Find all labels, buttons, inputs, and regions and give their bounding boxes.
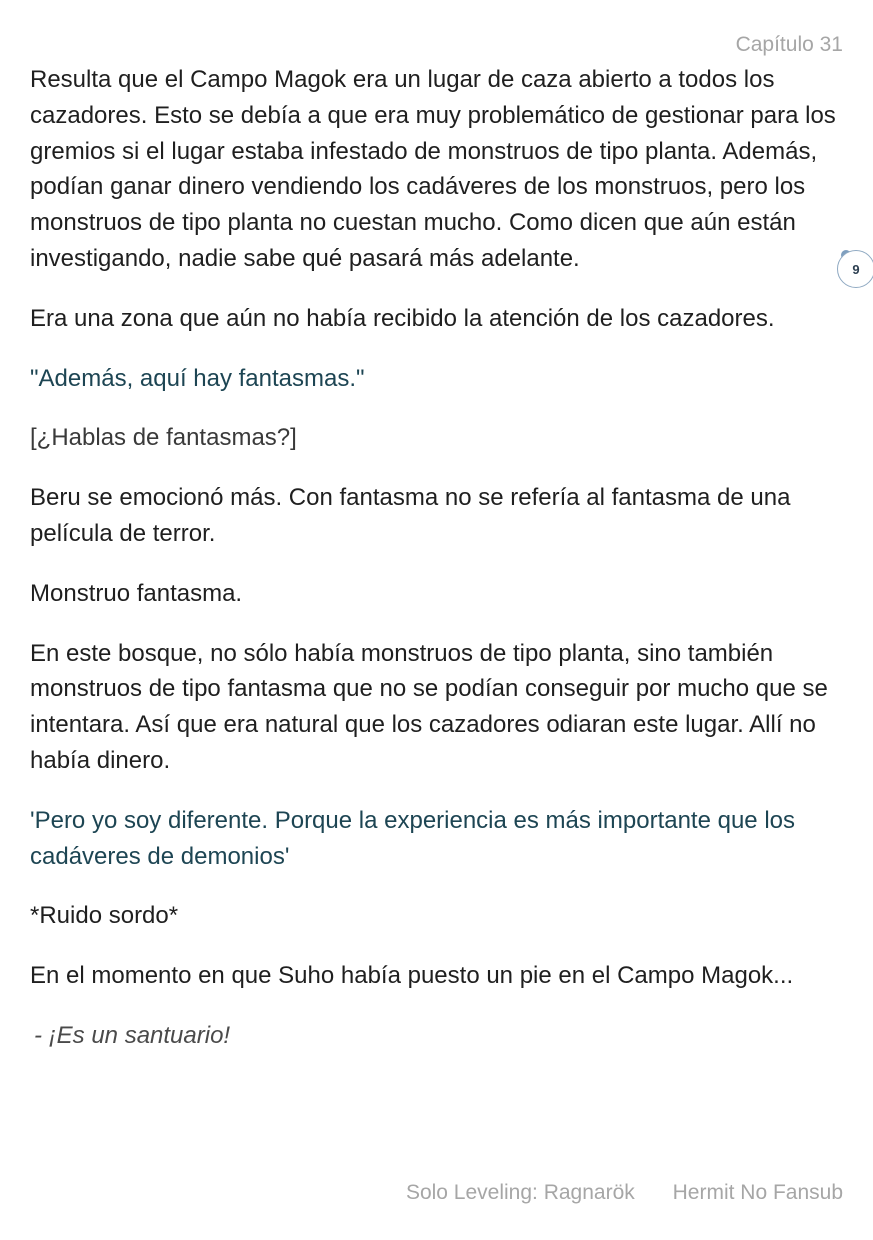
chapter-header: Capítulo 31 [735, 33, 843, 56]
paragraph: Monstruo fantasma. [30, 579, 243, 607]
page-number-badge[interactable]: 9 [837, 250, 873, 288]
paragraph: Resulta que el Campo Magok era un lugar de caza abierto a todos los cazadores. Esto se debía a que era muy problemático de gestionar para los gremios si el lugar estaba infestado de monstruos de tipo planta. Además, podían ganar dinero vendiendo los cadáveres de los monstruos, pero los monstruos de tipo planta no cuestan mucho. Como dicen que aún están investigando, nadie sabe qué pasará más adelante. [30, 66, 836, 272]
translator-credit: Hermit No Fansub [672, 1181, 843, 1204]
italic-exclamation: - ¡Es un santuario! [34, 1021, 231, 1049]
page-footer [406, 1181, 843, 1205]
paragraph: En el momento en que Suho había puesto un pie en el Campo Magok... [30, 962, 794, 990]
paragraph: Beru se emocionó más. Con fantasma no se refería al fantasma de una película de terror. [30, 484, 791, 547]
paragraph: En este bosque, no sólo había monstruos de tipo planta, sino también monstruos de tipo fantasma que no se podían conseguir por mucho que se intentara. Así que era natural que los cazadores odiaran este lugar. Allí no había dinero. [30, 639, 828, 774]
sound-effect: *Ruido sordo* [30, 902, 179, 930]
system-message: [¿Hablas de fantasmas?] [30, 424, 297, 452]
thought-line: 'Pero yo soy diferente. Porque la experiencia es más importante que los cadáveres de demonios' [30, 806, 795, 870]
paragraph: Era una zona que aún no había recibido la atención de los cazadores. [30, 304, 775, 332]
book-title: Solo Leveling: Ragnarök [405, 1181, 635, 1204]
dialog-line: "Además, aquí hay fantasmas." [30, 364, 365, 392]
chapter-body [30, 62, 848, 1078]
